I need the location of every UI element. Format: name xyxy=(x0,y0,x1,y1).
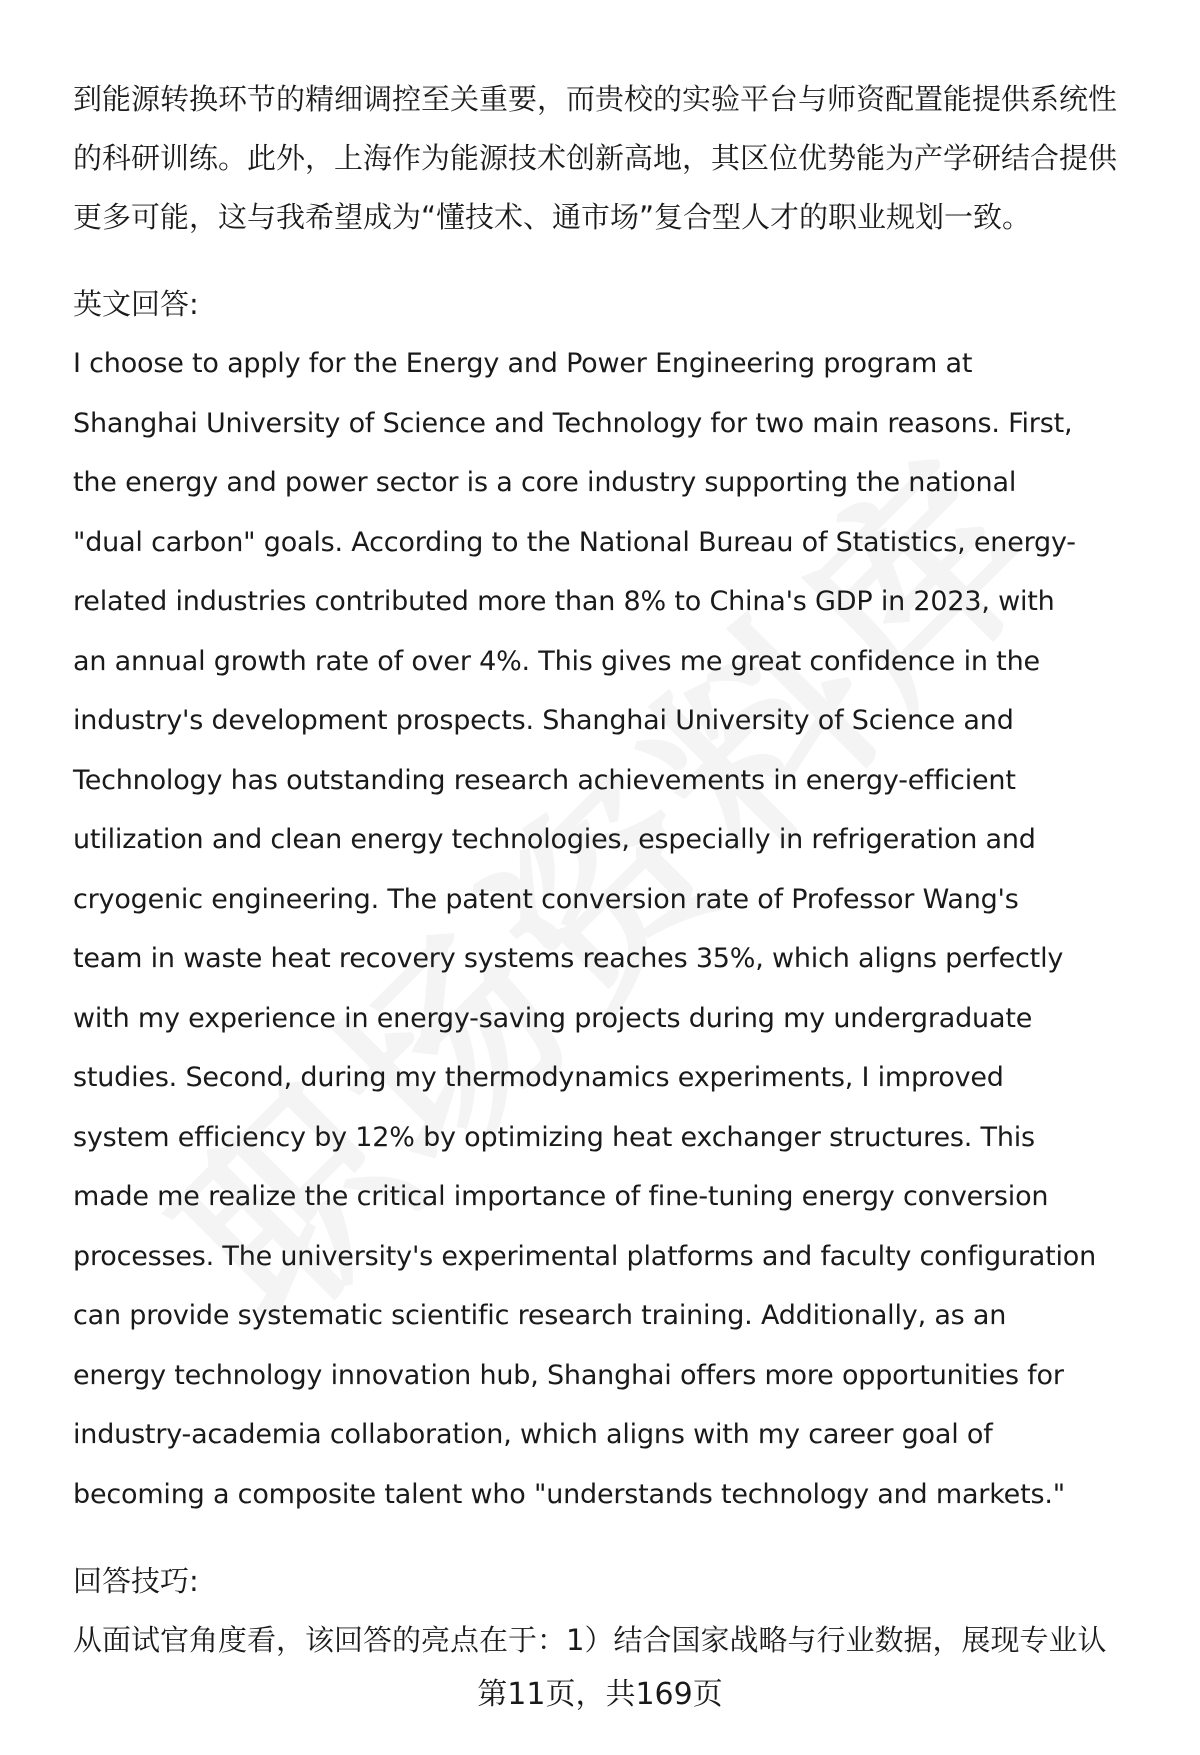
text-line: utilization and clean energy technologies, especially in refrigeration and xyxy=(73,824,1036,855)
text-line: 从面试官角度看，该回答的亮点在于：1）结合国家战略与行业数据，展现专业认 xyxy=(73,1623,1107,1657)
page-number-footer: 第11页，共169页 xyxy=(477,1677,723,1712)
text-line: "dual carbon" goals. According to the National Bureau of Statistics, energy- xyxy=(73,526,1076,558)
text-line: processes. The university's experimental platforms and faculty configuration xyxy=(73,1240,1097,1272)
english-answer-heading: 英文回答: xyxy=(73,287,199,321)
text-line: the energy and power sector is a core industry supporting the national xyxy=(73,467,1017,498)
text-line: cryogenic engineering. The patent conversion rate of Professor Wang's xyxy=(73,883,1019,915)
page-content xyxy=(73,70,1163,1670)
text-line: system efficiency by 12% by optimizing heat exchanger structures. This xyxy=(73,1121,1035,1153)
text-line: team in waste heat recovery systems reaches 35%, which aligns perfectly xyxy=(73,943,1064,974)
text-line: 到能源转换环节的精细调控至关重要，而贵校的实验平台与师资配置能提供系统性 xyxy=(73,82,1118,116)
text-line: made me realize the critical importance of fine-tuning energy conversion xyxy=(73,1181,1049,1212)
text-line: becoming a composite talent who "understands technology and markets." xyxy=(73,1478,1065,1510)
text-line: industry-academia collaboration, which aligns with my career goal of xyxy=(73,1419,993,1450)
text-line: can provide systematic scientific research training. Additionally, as an xyxy=(73,1300,1007,1331)
text-line: industry's development prospects. Shanghai University of Science and xyxy=(73,705,1014,736)
text-line: studies. Second, during my thermodynamics experiments, I improved xyxy=(73,1062,1004,1093)
english-answer-paragraph xyxy=(73,334,1163,1524)
answer-tips-paragraph xyxy=(73,1611,1163,1670)
text-line: energy technology innovation hub, Shanghai offers more opportunities for xyxy=(73,1359,1064,1391)
text-line: I choose to apply for the Energy and Power Engineering program at xyxy=(73,348,973,379)
text-line: Shanghai University of Science and Technology for two main reasons. First, xyxy=(73,407,1073,439)
text-line: an annual growth rate of over 4%. This gives me great confidence in the xyxy=(73,645,1040,677)
text-line: related industries contributed more than 8% to China's GDP in 2023, with xyxy=(73,586,1055,617)
text-line: Technology has outstanding research achievements in energy-efficient xyxy=(73,764,1016,796)
answer-tips-heading: 回答技巧: xyxy=(73,1564,199,1598)
intro-chinese-paragraph xyxy=(73,70,1163,247)
text-line: 的科研训练。此外，上海作为能源技术创新高地，其区位优势能为产学研结合提供 xyxy=(73,141,1118,175)
text-line: with my experience in energy-saving projects during my undergraduate xyxy=(73,1002,1033,1034)
text-line: 更多可能，这与我希望成为“懂技术、通市场”复合型人才的职业规划一致。 xyxy=(73,200,1032,234)
